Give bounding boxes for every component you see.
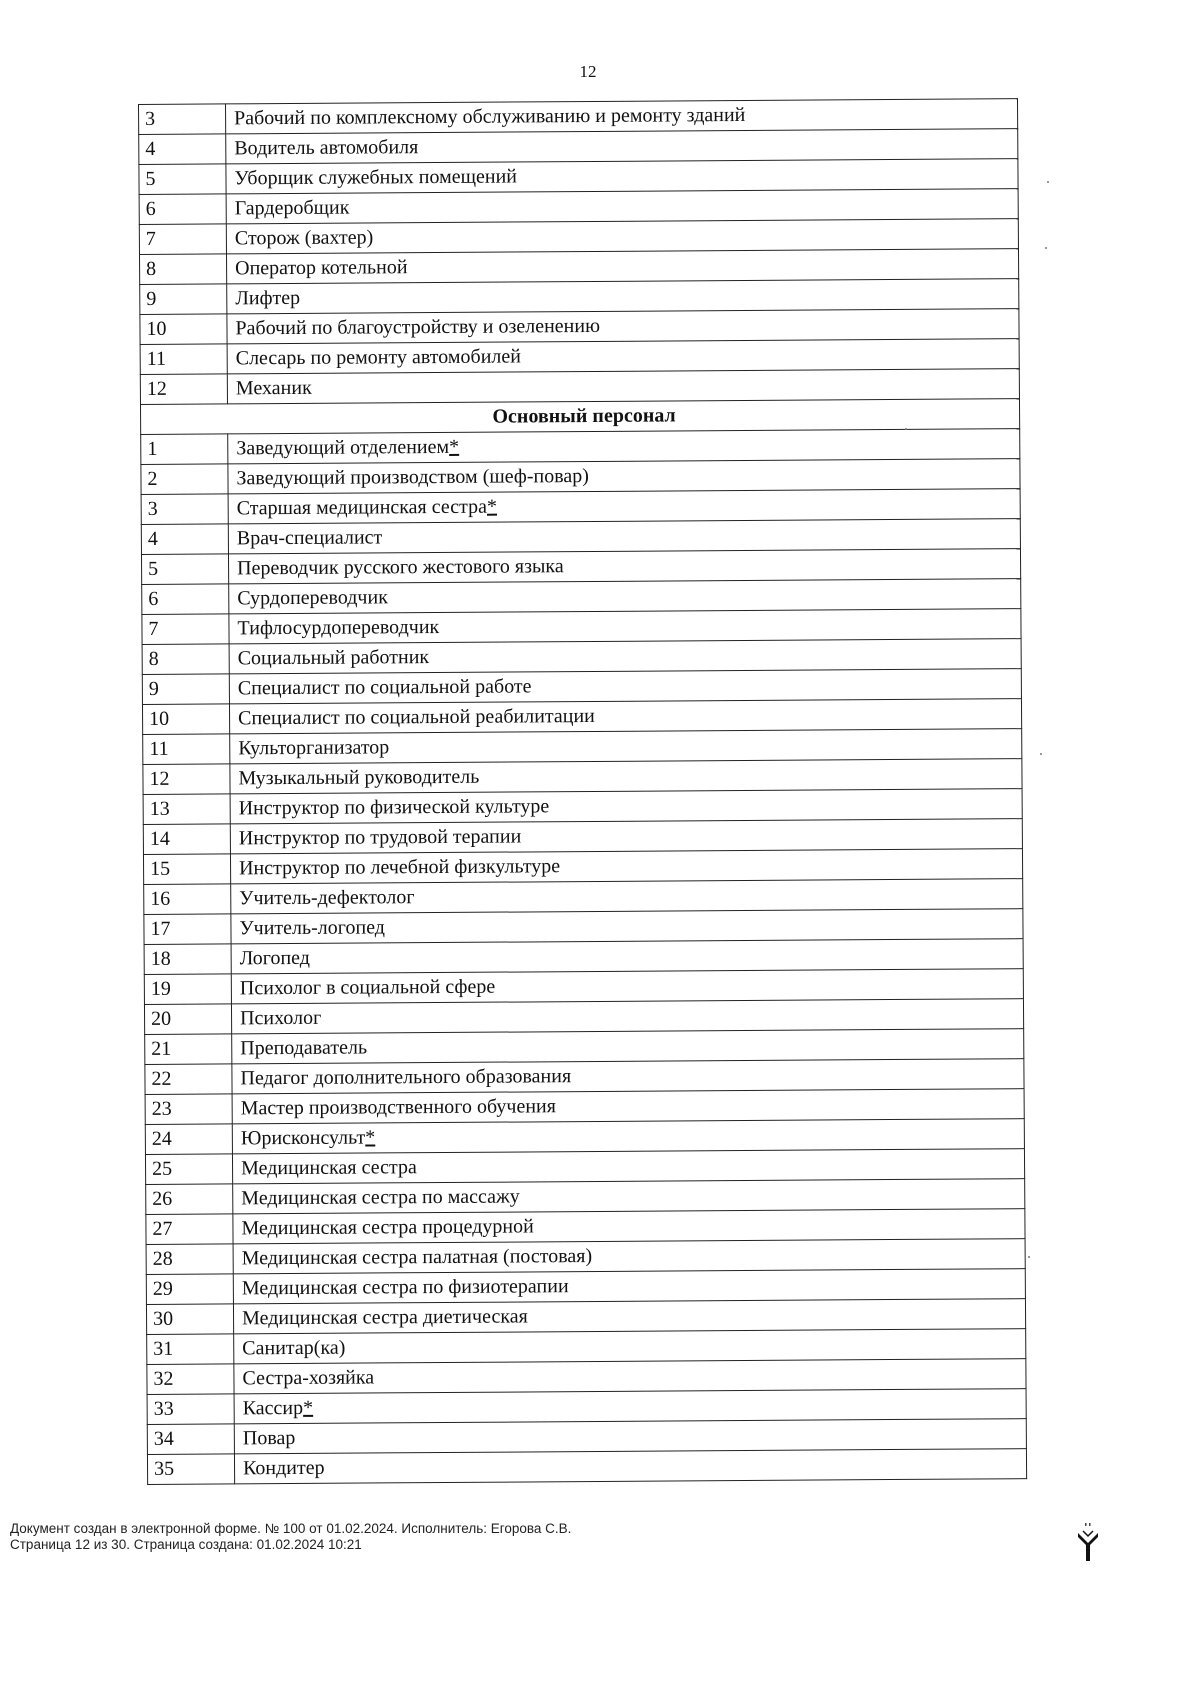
row-number: 9 — [142, 674, 229, 705]
row-number: 14 — [143, 824, 230, 855]
row-number: 2 — [141, 464, 228, 495]
row-number: 6 — [139, 194, 226, 225]
position-title: Тифлосурдопереводчик — [237, 616, 440, 640]
page-number: 12 — [579, 62, 597, 81]
row-number: 3 — [139, 104, 226, 135]
position-title: Сурдопереводчик — [237, 586, 388, 610]
row-number: 1 — [141, 434, 228, 465]
scan-speck — [905, 428, 907, 430]
position-title: Медицинская сестра палатная (постовая) — [241, 1245, 593, 1270]
row-number: 34 — [147, 1424, 234, 1455]
position-title: Сторож (вахтер) — [234, 226, 374, 250]
position-title: Специалист по социальной реабилитации — [238, 704, 595, 730]
scan-speck — [1047, 181, 1049, 183]
position-title: Психолог в социальной сфере — [239, 975, 496, 1000]
row-number: 16 — [144, 884, 231, 915]
row-number: 5 — [139, 164, 226, 195]
row-number: 7 — [139, 224, 226, 255]
row-number: 19 — [144, 974, 231, 1005]
position-title: Преподаватель — [240, 1036, 368, 1060]
position-title: Инструктор по физической культуре — [238, 795, 550, 820]
row-number: 4 — [141, 524, 228, 555]
position-title: Кондитер — [242, 1456, 325, 1480]
position-title: Переводчик русского жестового языка — [237, 555, 564, 580]
position-title: Водитель автомобиля — [234, 136, 419, 160]
position-title: Юрисконсульт — [240, 1126, 366, 1150]
row-number: 7 — [142, 614, 229, 645]
position-title: Слесарь по ремонту автомобилей — [235, 345, 522, 370]
row-number: 35 — [147, 1454, 234, 1485]
position-title: Музыкальный руководитель — [238, 765, 480, 790]
position-title-cell — [234, 1449, 1026, 1484]
row-number: 20 — [144, 1004, 231, 1035]
position-title: Медицинская сестра по физиотерапии — [241, 1275, 569, 1300]
footer-line-2: Страница 12 из 30. Страница создана: 01.02.2024 10:21 — [10, 1537, 362, 1552]
row-number: 8 — [142, 644, 229, 675]
row-number: 27 — [146, 1214, 233, 1245]
position-title: Педагог дополнительного образования — [240, 1065, 572, 1090]
position-title: Врач-специалист — [236, 526, 383, 550]
row-number: 11 — [140, 344, 227, 375]
scan-speck — [1045, 247, 1047, 249]
position-title: Механик — [235, 376, 312, 400]
position-title: Учитель-логопед — [239, 916, 386, 940]
position-title: Медицинская сестра — [240, 1156, 417, 1180]
positions-table-body — [139, 99, 1027, 1485]
position-title: Санитар(ка) — [242, 1336, 346, 1360]
position-title: Лифтер — [235, 286, 301, 310]
row-number: 3 — [141, 494, 228, 525]
position-title: Рабочий по комплексному обслуживанию и ремонту зданий — [234, 103, 746, 130]
row-number: 22 — [145, 1064, 232, 1095]
row-number: 17 — [144, 914, 231, 945]
footer-line-1: Документ создан в электронной форме. № 100 от 01.02.2024. Исполнитель: Егорова С.В. — [10, 1521, 572, 1536]
position-title: Медицинская сестра диетическая — [241, 1305, 528, 1330]
position-title: Кассир — [242, 1396, 304, 1420]
position-title: Медицинская сестра процедурной — [241, 1215, 534, 1240]
scan-speck — [1028, 1256, 1030, 1258]
row-number: 28 — [146, 1244, 233, 1275]
row-number: 33 — [147, 1394, 234, 1425]
row-number: 18 — [144, 944, 231, 975]
position-title: Психолог — [239, 1006, 322, 1030]
footnote-mark: * — [449, 435, 460, 458]
row-number: 15 — [143, 854, 230, 885]
row-number: 23 — [145, 1094, 232, 1125]
row-number: 24 — [145, 1124, 232, 1155]
position-title: Оператор котельной — [235, 256, 408, 280]
emblem-icon — [1074, 1523, 1102, 1563]
row-number: 8 — [139, 254, 226, 285]
position-title: Мастер производственного обучения — [240, 1095, 556, 1120]
row-number: 21 — [145, 1034, 232, 1065]
position-title: Сестра-хозяйка — [242, 1366, 375, 1390]
row-number: 30 — [146, 1304, 233, 1335]
row-number: 5 — [141, 554, 228, 585]
row-number: 9 — [140, 284, 227, 315]
document-footer — [10, 1521, 571, 1553]
position-title: Рабочий по благоустройству и озеленению — [235, 314, 601, 340]
row-number: 32 — [147, 1364, 234, 1395]
row-number: 12 — [143, 764, 230, 795]
row-number: 12 — [140, 374, 227, 405]
positions-table — [138, 98, 1027, 1485]
row-number: 25 — [145, 1154, 232, 1185]
position-title: Логопед — [239, 946, 311, 970]
scan-speck — [1040, 753, 1042, 755]
position-title: Инструктор по трудовой терапии — [238, 825, 522, 850]
row-number: 31 — [147, 1334, 234, 1365]
row-number: 11 — [143, 734, 230, 765]
position-title: Заведующий отделением — [236, 435, 450, 460]
table-row — [147, 1449, 1026, 1485]
section-title: Основный персонал — [140, 399, 1019, 435]
position-title: Инструктор по лечебной физкультуре — [238, 855, 561, 880]
position-title: Старшая медицинская сестра — [236, 495, 488, 520]
footnote-mark: * — [303, 1396, 314, 1419]
row-number: 26 — [146, 1184, 233, 1215]
position-title: Специалист по социальной работе — [237, 675, 532, 700]
position-title: Культорганизатор — [238, 736, 390, 760]
footnote-mark: * — [486, 495, 498, 518]
position-title: Гардеробщик — [234, 196, 350, 220]
position-title: Уборщик служебных помещений — [234, 165, 518, 190]
position-title: Социальный работник — [237, 646, 430, 670]
position-title: Учитель-дефектолог — [239, 886, 415, 910]
row-number: 4 — [139, 134, 226, 165]
footnote-mark: * — [365, 1126, 376, 1149]
position-title: Повар — [242, 1426, 296, 1450]
row-number: 10 — [140, 314, 227, 345]
row-number: 10 — [142, 704, 229, 735]
row-number: 13 — [143, 794, 230, 825]
row-number: 29 — [146, 1274, 233, 1305]
row-number: 6 — [142, 584, 229, 615]
position-title: Заведующий производством (шеф-повар) — [236, 465, 589, 490]
position-title: Медицинская сестра по массажу — [241, 1185, 520, 1210]
